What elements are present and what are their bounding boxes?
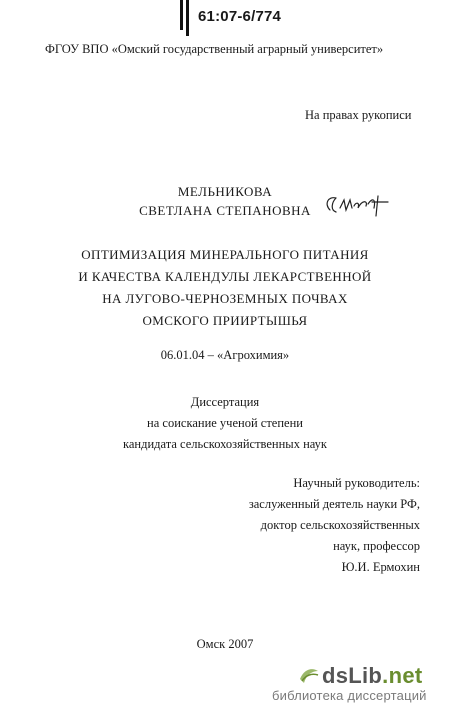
supervisor-line: заслуженный деятель науки РФ, <box>248 497 420 511</box>
supervisor-block <box>200 473 420 578</box>
title-line: ОПТИМИЗАЦИЯ МИНЕРАЛЬНОГО ПИТАНИЯ <box>81 247 369 262</box>
archive-mark-bar-left <box>180 0 183 30</box>
watermark-logo-main: dsLib <box>322 663 383 688</box>
degree-line: Диссертация <box>190 395 260 409</box>
city-year: Омск 2007 <box>196 637 254 651</box>
degree-line: кандидата сельскохозяйственных наук <box>122 437 328 451</box>
dissertation-title <box>0 244 450 332</box>
institution-name: ФГОУ ВПО «Омский государственный аграрный университет» <box>45 42 384 56</box>
degree-statement <box>0 392 450 455</box>
author-signature <box>322 190 390 220</box>
title-line: НА ЛУГОВО-ЧЕРНОЗЕМНЫХ ПОЧВАХ <box>102 291 348 306</box>
watermark-logo[interactable] <box>322 663 422 689</box>
dslib-logo-icon <box>298 665 320 685</box>
manuscript-rights-note: На правах рукописи <box>305 108 412 122</box>
supervisor-name: Ю.И. Ермохин <box>341 560 420 574</box>
supervisor-line: доктор сельскохозяйственных <box>260 518 420 532</box>
watermark-logo-tld: .net <box>382 663 423 688</box>
title-line: ОМСКОГО ПРИИРТЫШЬЯ <box>142 313 308 328</box>
author-surname: МЕЛЬНИКОВА <box>177 184 273 199</box>
title-line: И КАЧЕСТВА КАЛЕНДУЛЫ ЛЕКАРСТВЕННОЙ <box>78 269 372 284</box>
degree-line: на соискание ученой степени <box>147 416 303 430</box>
archive-code: 61:07-6/774 <box>198 8 282 25</box>
supervisor-line: наук, профессор <box>333 539 420 553</box>
watermark-tagline: библиотека диссертаций <box>272 688 427 703</box>
supervisor-line: Научный руководитель: <box>293 476 420 490</box>
specialty-code: 06.01.04 – «Агрохимия» <box>160 348 290 362</box>
author-given-names: СВЕТЛАНА СТЕПАНОВНА <box>139 203 311 218</box>
archive-mark-bar-right <box>186 0 189 36</box>
